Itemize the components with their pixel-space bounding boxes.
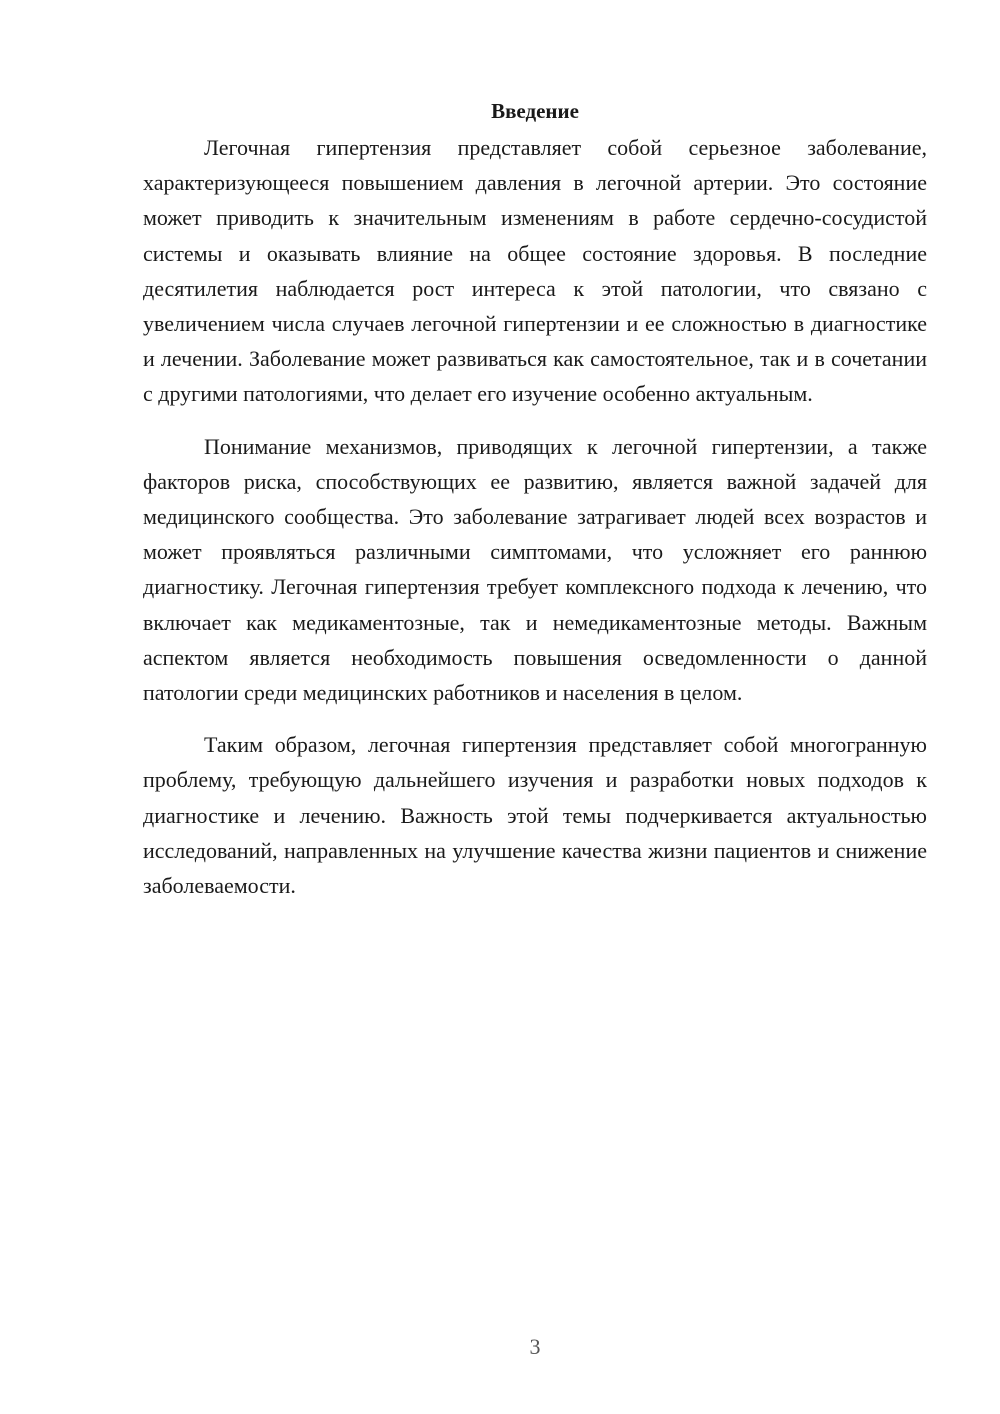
- section-heading: Введение: [491, 99, 579, 123]
- page-content: [143, 96, 927, 903]
- paragraph-1: Легочная гипертензия представляет собой серьезное заболевание, характеризующееся повышением давления в легочной артерии. Это состояние может приводить к значительным изменениям в работе сердечно-сосудистой системы и оказывать влияние на общее состояние здоровья. В последние десятилетия наблюдается рост интереса к этой патологии, что связано с увеличением числа случаев легочной гипертензии и ее сложностью в диагностике и лечении. Заболевание может развиваться как самостоятельное, так и в сочетании с другими патологиями, что делает его изучение особенно актуальным.: [143, 135, 927, 407]
- paragraph-2: Понимание механизмов, приводящих к легочной гипертензии, а также факторов риска, способствующих ее развитию, является важной задачей для медицинского сообщества. Это заболевание затрагивает людей всех возрастов и может проявляться различными симптомами, что усложняет его раннюю диагностику. Легочная гипертензия требует комплексного подхода к лечению, что включает как медикаментозные, так и немедикаментозные методы. Важным аспектом является необходимость повышения осведомленности о данной патологии среди медицинских работников и населения в целом.: [143, 433, 927, 706]
- page-number: 3: [529, 1334, 541, 1359]
- paragraph-3: Таким образом, легочная гипертензия представляет собой многогранную проблему, требующую дальнейшего изучения и разработки новых подходов к диагностике и лечению. Важность этой темы подчеркивается актуальностью исследований, направленных на улучшение качества жизни пациентов и снижение заболеваемости.: [143, 732, 927, 899]
